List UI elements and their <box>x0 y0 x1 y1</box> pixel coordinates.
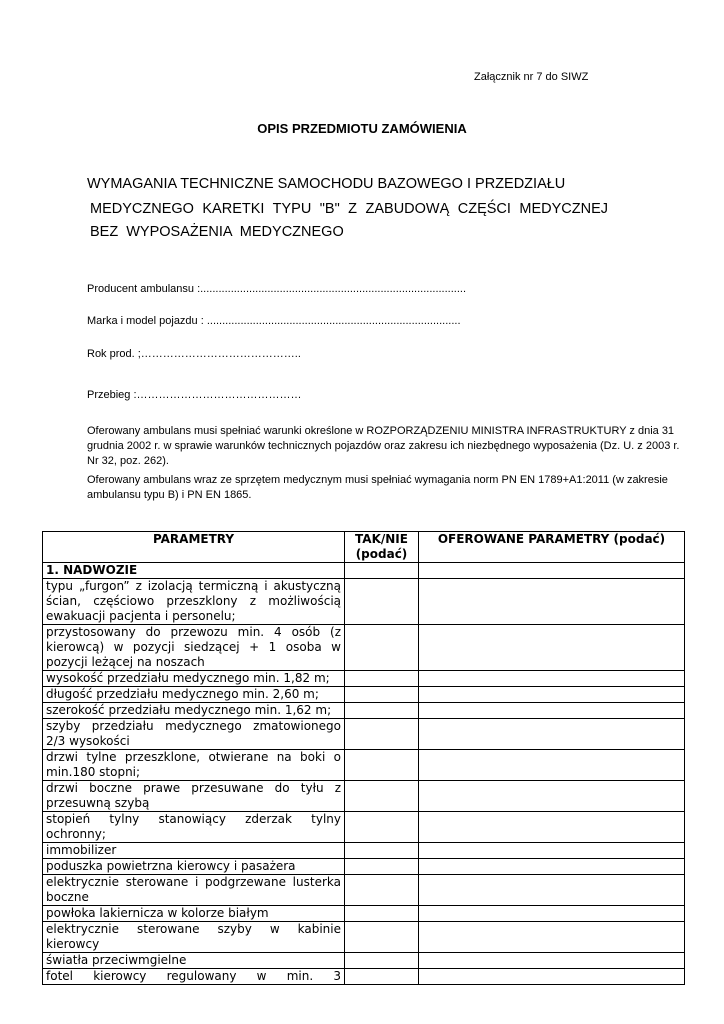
parameter-cell: drzwi tylne przeszklone, otwierane na boki o min.180 stopni; <box>43 750 345 781</box>
offered-cell[interactable] <box>419 625 685 671</box>
section-row <box>43 563 685 579</box>
answer-cell[interactable] <box>345 969 419 985</box>
answer-cell[interactable] <box>345 812 419 843</box>
annex-label: Załącznik nr 7 do SIWZ <box>474 71 589 83</box>
heading-line-2: MEDYCZNEGO KARETKI TYPU "B" Z ZABUDOWĄ CZĘŚCI MEDYCZNEJ <box>90 201 608 217</box>
answer-cell[interactable] <box>345 671 419 687</box>
answer-cell[interactable] <box>345 906 419 922</box>
offered-cell[interactable] <box>419 781 685 812</box>
offered-cell[interactable] <box>419 906 685 922</box>
parameter-cell: szerokość przedziału medycznego min. 1,62 m; <box>43 703 345 719</box>
answer-cell[interactable] <box>345 843 419 859</box>
table-row <box>43 719 685 750</box>
header-parameters: PARAMETRY <box>43 532 345 563</box>
table-row <box>43 812 685 843</box>
heading-line-3: BEZ WYPOSAŻENIA MEDYCZNEGO <box>90 224 344 240</box>
table-row <box>43 922 685 953</box>
offered-cell[interactable] <box>419 750 685 781</box>
parameter-cell: światła przeciwmgielne <box>43 953 345 969</box>
parameter-cell: poduszka powietrzna kierowcy i pasażera <box>43 859 345 875</box>
offered-cell[interactable] <box>419 687 685 703</box>
offered-cell[interactable] <box>419 969 685 985</box>
parameter-cell: drzwi boczne prawe przesuwane do tyłu z przesuwną szybą <box>43 781 345 812</box>
offered-cell[interactable] <box>419 563 685 579</box>
parameter-cell: stopień tylny stanowiący zderzak tylny ochronny; <box>43 812 345 843</box>
offered-cell[interactable] <box>419 859 685 875</box>
table-row <box>43 953 685 969</box>
answer-cell[interactable] <box>345 781 419 812</box>
parameter-cell: elektrycznie sterowane i podgrzewane lusterka boczne <box>43 875 345 906</box>
offered-cell[interactable] <box>419 875 685 906</box>
table-header-row <box>43 532 685 563</box>
year-field: Rok prod. ;…………………………………….. <box>87 348 301 360</box>
header-offered: OFEROWANE PARAMETRY (podać) <box>419 532 685 563</box>
parameter-cell: przystosowany do przewozu min. 4 osób (z kierowcą) w pozycji siedzącej + 1 osoba w pozycji leżącej na noszach <box>43 625 345 671</box>
offered-cell[interactable] <box>419 953 685 969</box>
answer-cell[interactable] <box>345 922 419 953</box>
mileage-field: Przebieg :……………………………………… <box>87 389 302 401</box>
heading-line-1: WYMAGANIA TECHNICZNE SAMOCHODU BAZOWEGO I PRZEDZIAŁU <box>87 176 566 192</box>
answer-cell[interactable] <box>345 953 419 969</box>
section-title: 1. NADWOZIE <box>43 563 345 579</box>
table-row <box>43 671 685 687</box>
producer-field: Producent ambulansu :....................................................................................... <box>87 283 467 295</box>
table-row <box>43 859 685 875</box>
parameter-cell: fotel kierowcy regulowany w min. 3 <box>43 969 345 985</box>
answer-cell[interactable] <box>345 563 419 579</box>
answer-cell[interactable] <box>345 687 419 703</box>
table-row <box>43 750 685 781</box>
offered-cell[interactable] <box>419 843 685 859</box>
table-row <box>43 843 685 859</box>
answer-cell[interactable] <box>345 750 419 781</box>
table-row <box>43 906 685 922</box>
parameter-cell: wysokość przedziału medycznego min. 1,82 m; <box>43 671 345 687</box>
parameter-cell: szyby przedziału medycznego zmatowionego 2/3 wysokości <box>43 719 345 750</box>
answer-cell[interactable] <box>345 719 419 750</box>
table-row <box>43 687 685 703</box>
answer-cell[interactable] <box>345 579 419 625</box>
answer-cell[interactable] <box>345 859 419 875</box>
answer-cell[interactable] <box>345 625 419 671</box>
parameter-cell: długość przedziału medycznego min. 2,60 m; <box>43 687 345 703</box>
offered-cell[interactable] <box>419 922 685 953</box>
answer-cell[interactable] <box>345 703 419 719</box>
parameter-cell: powłoka lakiernicza w kolorze białym <box>43 906 345 922</box>
parameter-cell: elektrycznie sterowane szyby w kabinie kierowcy <box>43 922 345 953</box>
parameter-cell: immobilizer <box>43 843 345 859</box>
header-yes-no: TAK/NIE (podać) <box>345 532 419 563</box>
document-title: OPIS PRZEDMIOTU ZAMÓWIENIA <box>257 121 467 136</box>
offered-cell[interactable] <box>419 579 685 625</box>
table-row <box>43 875 685 906</box>
offered-cell[interactable] <box>419 812 685 843</box>
table-row <box>43 625 685 671</box>
make-model-field: Marka i model pojazdu : ................................................................................... <box>87 315 461 327</box>
answer-cell[interactable] <box>345 875 419 906</box>
offered-cell[interactable] <box>419 703 685 719</box>
regulation-paragraph: Oferowany ambulans musi spełniać warunki określone w ROZPORZĄDZENIU MINISTRA INFRASTRUKTURY z dnia 31 grudnia 2002 r. w sprawie warunków technicznych pojazdów oraz zakresu ich niezbędnego wyposażenia (Dz. U. z 2003 r. Nr 32, poz. 262). <box>87 425 680 467</box>
parameter-cell: typu „furgon” z izolacją termiczną i akustyczną ścian, częściowo przeszklony z możliwością ewakuacji pacjenta i personelu; <box>43 579 345 625</box>
table-row <box>43 579 685 625</box>
table-row <box>43 703 685 719</box>
table-row <box>43 781 685 812</box>
parameters-table <box>42 531 685 985</box>
table-row <box>43 969 685 985</box>
standards-paragraph: Oferowany ambulans wraz ze sprzętem medycznym musi spełniać wymagania norm PN EN 1789+A1:2011 (w zakresie ambulansu typu B) i PN EN 1865. <box>87 474 668 501</box>
offered-cell[interactable] <box>419 719 685 750</box>
offered-cell[interactable] <box>419 671 685 687</box>
